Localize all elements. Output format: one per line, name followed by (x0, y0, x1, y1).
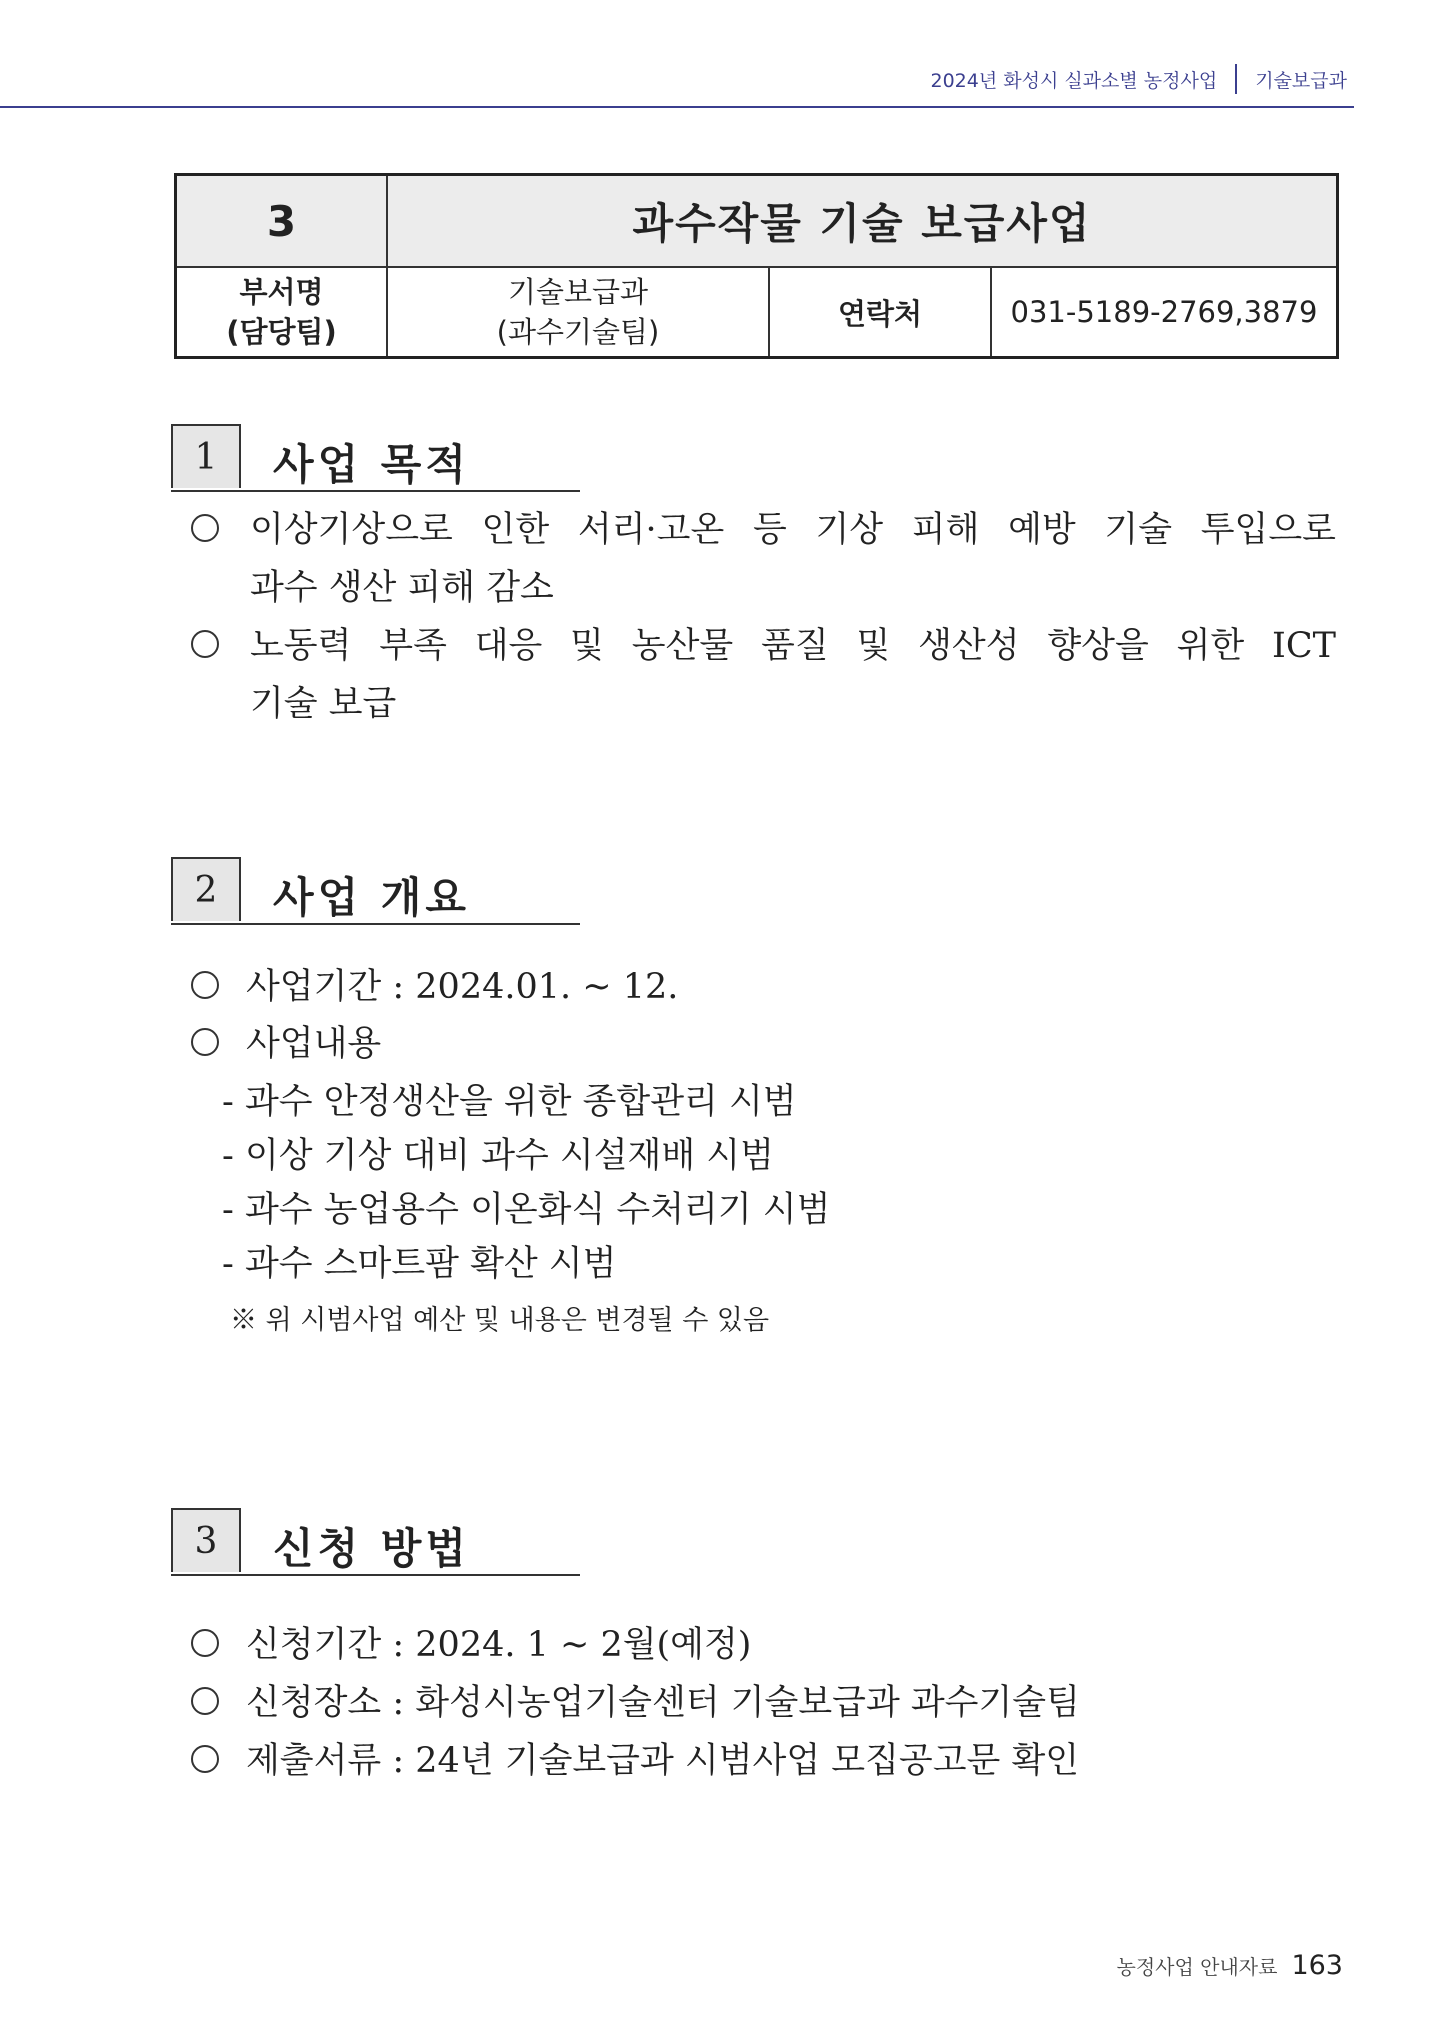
bullet-circle-icon (191, 1629, 219, 1657)
header-doc-title: 2024년 화성시 실과소별 농정사업 (930, 69, 1218, 92)
bullet-circle-icon (191, 971, 219, 999)
page-number: 163 (1291, 1950, 1343, 1981)
purpose-item-2-line1: 노동력 부족 대응 및 농산물 품질 및 생산성 향상을 위한 ICT (250, 626, 1336, 666)
purpose-item-1-line1: 이상기상으로 인한 서리·고온 등 기상 피해 예방 기술 투입으로 (250, 510, 1336, 550)
overview-sub-item-3: - 과수 농업용수 이온화식 수처리기 시범 (222, 1190, 831, 1230)
apply-place: 신청장소 : 화성시농업기술센터 기술보급과 과수기술팀 (246, 1683, 1080, 1723)
dept-value-line1: 기술보급과 (507, 275, 649, 309)
apply-documents: 제출서류 : 24년 기술보급과 시범사업 모집공고문 확인 (246, 1741, 1080, 1781)
footer-label: 농정사업 안내자료 (1116, 1955, 1278, 1979)
overview-content-label: 사업내용 (246, 1024, 382, 1064)
section-title: 신청 방법 (273, 1524, 470, 1573)
project-number: 3 (176, 175, 388, 268)
purpose-item-1-line2: 과수 생산 피해 감소 (250, 568, 554, 608)
project-info-table (174, 173, 1339, 359)
header-rule (0, 106, 1354, 108)
section-3-heading (171, 1508, 580, 1576)
apply-period: 신청기간 : 2024. 1 ~ 2월(예정) (246, 1625, 752, 1665)
dept-label-line1: 부서명 (239, 275, 324, 309)
dept-value (387, 267, 769, 358)
project-title: 과수작물 기술 보급사업 (387, 175, 1338, 268)
contact-value: 031-5189-2769,3879 (991, 267, 1338, 358)
bullet-circle-icon (191, 1028, 219, 1056)
overview-sub-item-4: - 과수 스마트팜 확산 시범 (222, 1244, 617, 1284)
overview-period: 사업기간 : 2024.01. ~ 12. (246, 967, 679, 1007)
dept-label-line2: (담당팀) (226, 315, 337, 349)
dept-label (176, 267, 388, 358)
section-number: 2 (171, 857, 241, 921)
bullet-circle-icon (191, 514, 219, 542)
header-department: 기술보급과 (1255, 69, 1347, 92)
section-title: 사업 개요 (273, 873, 470, 922)
bullet-circle-icon (191, 630, 219, 658)
section-1-heading (171, 424, 580, 492)
bullet-circle-icon (191, 1745, 219, 1773)
overview-sub-item-2: - 이상 기상 대비 과수 시설재배 시범 (222, 1136, 774, 1176)
contact-label: 연락처 (769, 267, 991, 358)
page-footer (1117, 1950, 1343, 1981)
page-header (930, 64, 1347, 94)
dept-value-line2: (과수기술팀) (496, 315, 660, 349)
header-separator (1235, 64, 1237, 94)
overview-note: ※ 위 시범사업 예산 및 내용은 변경될 수 있음 (230, 1305, 770, 1336)
section-number: 1 (171, 424, 241, 488)
overview-sub-item-1: - 과수 안정생산을 위한 종합관리 시범 (222, 1082, 797, 1122)
purpose-item-2-line2: 기술 보급 (250, 684, 397, 724)
section-title: 사업 목적 (273, 440, 470, 489)
bullet-circle-icon (191, 1687, 219, 1715)
section-number: 3 (171, 1508, 241, 1572)
section-2-heading (171, 857, 580, 925)
